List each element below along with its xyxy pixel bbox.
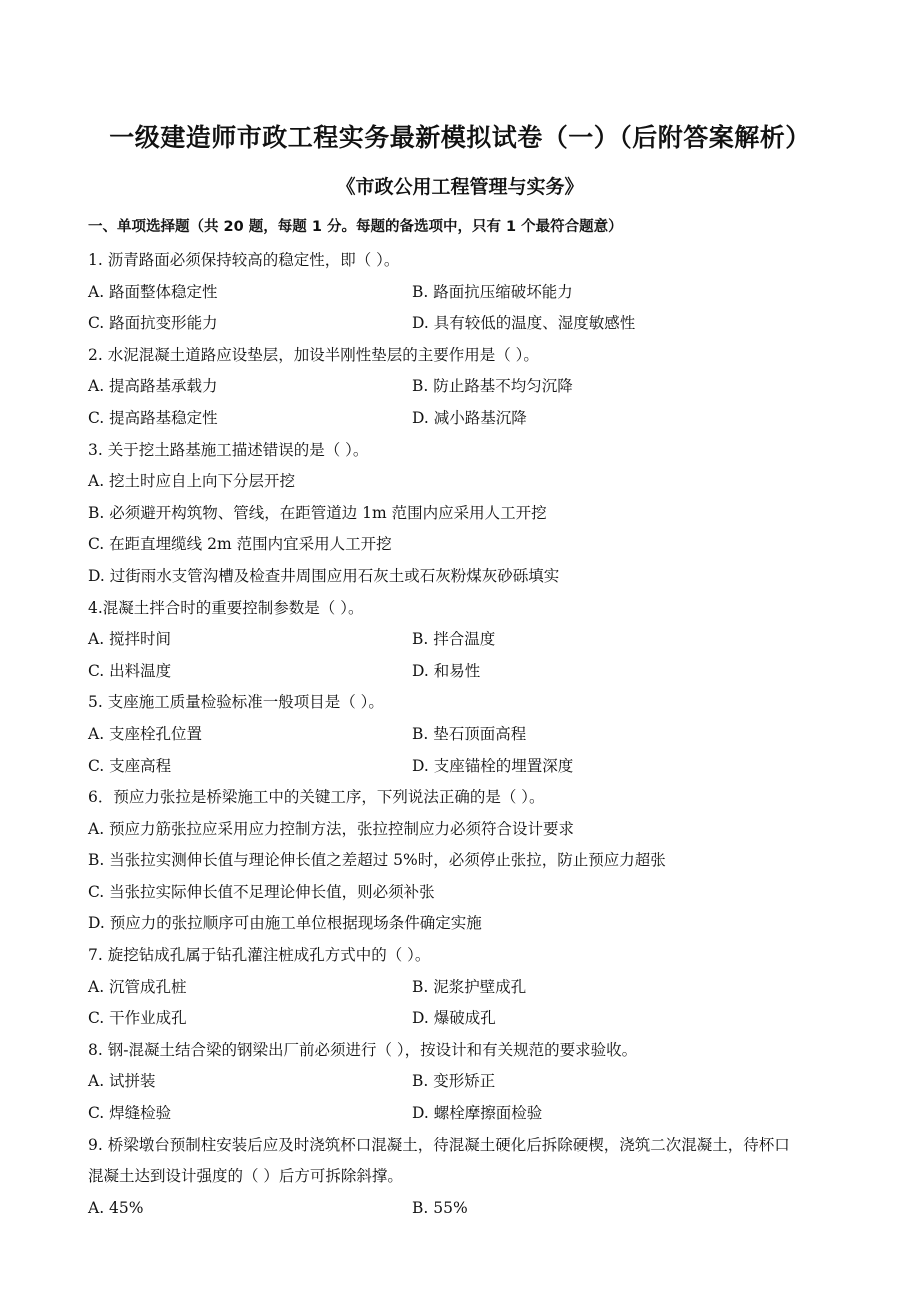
document-title: 一级建造师市政工程实务最新模拟试卷（一）（后附答案解析） [109, 123, 811, 152]
question-7-options-row-1 [88, 972, 848, 1004]
q2-option-d: D. 减小路基沉降 [412, 408, 527, 427]
q8-option-b: B. 变形矫正 [412, 1072, 496, 1091]
question-4-options-row-1 [88, 624, 848, 656]
q1-option-d: D. 具有较低的温度、湿度敏感性 [412, 314, 636, 333]
q9-option-a: A. 45% [88, 1198, 144, 1217]
question-6-text: 6．预应力张拉是桥梁施工中的关键工序，下列说法正确的是（ ）。 [88, 788, 545, 807]
question-9-options-row-1 [88, 1193, 848, 1225]
q7-option-b: B. 泥浆护壁成孔 [412, 977, 527, 996]
q1-option-c: C. 路面抗变形能力 [88, 314, 218, 333]
question-8-options-row-1 [88, 1066, 848, 1098]
q6-option-d: D. 预应力的张拉顺序可由施工单位根据现场条件确定实施 [88, 914, 482, 933]
question-2-text: 2. 水泥混凝土道路应设垫层，加设半刚性垫层的主要作用是（ ）。 [88, 345, 539, 364]
q1-option-a: A. 路面整体稳定性 [88, 282, 218, 301]
question-3-text: 3. 关于挖土路基施工描述错误的是（ ）。 [88, 440, 369, 459]
q5-option-a: A. 支座栓孔位置 [88, 724, 203, 743]
q8-option-d: D. 螺栓摩擦面检验 [412, 1104, 543, 1123]
q6-option-c: C. 当张拉实际伸长值不足理论伸长值，则必须补张 [88, 882, 435, 901]
question-4-text: 4.混凝土拌合时的重要控制参数是（ ）。 [88, 598, 364, 617]
q3-option-c: C. 在距直埋缆线 2m 范围内宜采用人工开挖 [88, 535, 392, 554]
question-1-options-row-1 [88, 277, 848, 309]
q5-option-d: D. 支座锚栓的埋置深度 [412, 756, 574, 775]
document-subtitle: 《市政公用工程管理与实务》 [336, 176, 584, 198]
question-9-text: 9. 桥梁墩台预制柱安装后应及时浇筑杯口混凝土，待混凝土硬化后拆除硬楔，浇筑二次混凝土，待杯口 [88, 1135, 790, 1154]
question-8-options-row-2 [88, 1098, 848, 1130]
q3-option-d: D. 过街雨水支管沟槽及检查井周围应用石灰土或石灰粉煤灰砂砾填实 [88, 566, 560, 585]
q4-option-a: A. 搅拌时间 [88, 630, 172, 649]
q4-option-b: B. 拌合温度 [412, 630, 496, 649]
q2-option-c: C. 提高路基稳定性 [88, 408, 218, 427]
q5-option-b: B. 垫石顶面高程 [412, 724, 527, 743]
q3-option-b: B. 必须避开构筑物、管线，在距管道边 1m 范围内应采用人工开挖 [88, 503, 547, 522]
q1-option-b: B. 路面抗压缩破坏能力 [412, 282, 573, 301]
q3-option-a: A. 挖土时应自上向下分层开挖 [88, 472, 296, 491]
question-1-text: 1. 沥青路面必须保持较高的稳定性，即（ ）。 [88, 251, 400, 269]
question-9-text-continued: 混凝土达到设计强度的（ ）后方可拆除斜撑。 [88, 1167, 403, 1186]
question-2-options-row-1 [88, 371, 848, 403]
question-5-options-row-1 [88, 719, 848, 751]
question-1-options-row-2 [88, 308, 848, 340]
q7-option-d: D. 爆破成孔 [412, 1009, 496, 1028]
question-5-options-row-2 [88, 751, 848, 783]
question-2-options-row-2 [88, 403, 848, 435]
question-5-text: 5. 支座施工质量检验标准一般项目是（ ）。 [88, 693, 384, 712]
question-8-text: 8. 钢-混凝土结合梁的钢梁出厂前必须进行（ ），按设计和有关规范的要求验收。 [88, 1040, 638, 1059]
section-heading: 一、单项选择题（共 20 题，每题 1 分。每题的备选项中，只有 1 个最符合题意） [88, 219, 623, 235]
q9-option-b: B. 55% [412, 1198, 468, 1217]
question-7-options-row-2 [88, 1003, 848, 1035]
q2-option-b: B. 防止路基不均匀沉降 [412, 377, 573, 396]
q6-option-a: A. 预应力筋张拉应采用应力控制方法，张拉控制应力必须符合设计要求 [88, 819, 575, 838]
q4-option-d: D. 和易性 [412, 661, 481, 680]
q8-option-c: C. 焊缝检验 [88, 1104, 172, 1123]
q4-option-c: C. 出料温度 [88, 661, 172, 680]
question-list [88, 245, 848, 1224]
q8-option-a: A. 试拼装 [88, 1072, 156, 1091]
q2-option-a: A. 提高路基承载力 [88, 377, 218, 396]
question-7-text: 7. 旋挖钻成孔属于钻孔灌注桩成孔方式中的（ ）。 [88, 946, 431, 965]
question-4-options-row-2 [88, 656, 848, 688]
q6-option-b: B. 当张拉实测伸长值与理论伸长值之差超过 5%时，必须停止张拉，防止预应力超张 [88, 851, 666, 870]
q7-option-c: C. 干作业成孔 [88, 1009, 187, 1028]
q7-option-a: A. 沉管成孔桩 [88, 977, 187, 996]
q5-option-c: C. 支座高程 [88, 756, 172, 775]
